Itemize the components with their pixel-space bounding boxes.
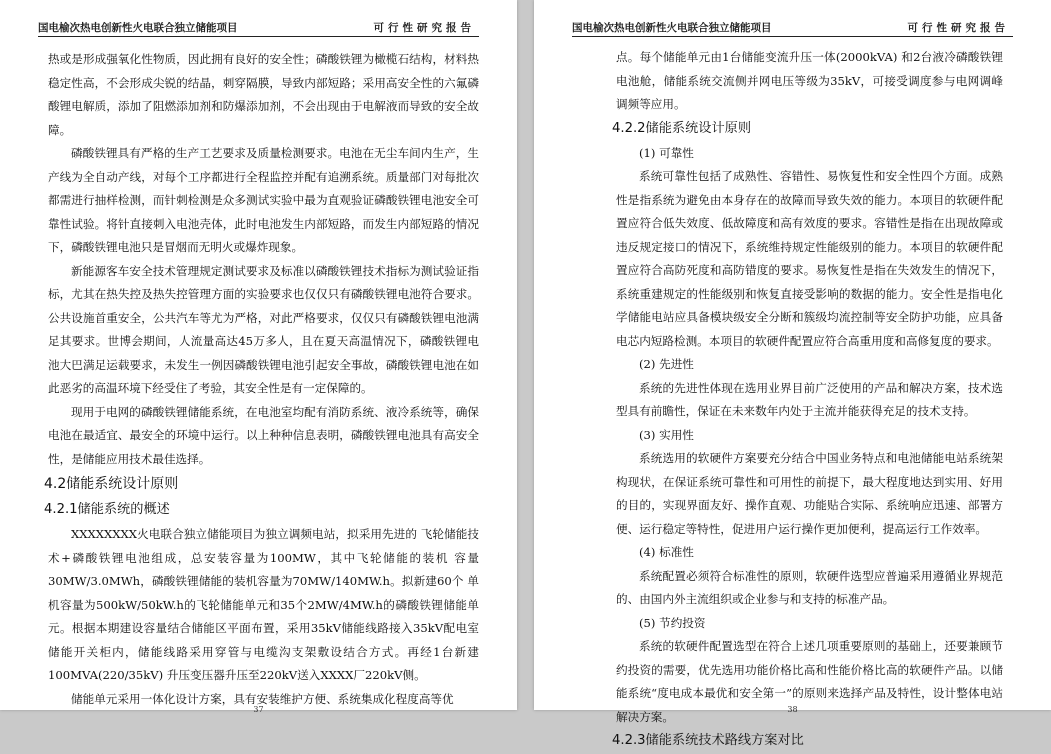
item-heading: (5) 节约投资	[639, 615, 706, 630]
item-heading: (3) 实用性	[639, 427, 694, 442]
paragraph: 现用于电网的磷酸铁锂储能系统，在电池室均配有消防系统、液冷系统等，确保电池在最适宜、最安全的环境中运行。以上种种信息表明，磷酸铁锂电池具有高安全性，是储能应用技术最佳选择。	[48, 404, 479, 466]
page-header	[572, 18, 1013, 37]
header-title: 国电榆次热电创新性火电联合独立储能项目	[38, 22, 238, 34]
item-heading: (1) 可靠性	[639, 145, 694, 160]
paragraph: 新能源客车安全技术管理规定测试要求及标准以磷酸铁锂技术指标为测试验证指标，尤其在热失控及热失控管理方面的实验要求也仅仅只有磷酸铁锂电池符合要求。公共设施首重安全，公共汽车等尤为严格，对此严格要求，仅仅只有磷酸铁锂电池满足其要求。世博会期间，人流量高达45万多人，且在夏天高温情况下，磷酸铁锂电池大巴满足运载要求，未发生一例因磷酸铁锂电池引起安全事故，磷酸铁锂电池在如此恶劣的高温环境下经受住了考验，其安全性是有一定保障的。	[48, 263, 479, 395]
document-page-left	[0, 0, 517, 714]
paragraph: 系统的先进性体现在选用业界目前广泛使用的产品和解决方案，技术选型具有前瞻性，保证在未来数年内处于主流并能获得充足的技术支持。	[616, 380, 1003, 418]
section-heading: 4.2储能系统设计原则	[44, 476, 179, 492]
document-page-right	[534, 0, 1051, 748]
item-heading: (2) 先进性	[639, 357, 694, 371]
page-number: 37	[253, 705, 264, 714]
subsection-heading: 4.2.3储能系统技术路线方案对比	[612, 733, 804, 748]
paragraph: 点。每个储能单元由1台储能变流升压一体(2000kVA) 和2台液冷磷酸铁锂电池舱，储能系统交流侧并网电压等级为35kV，可接受调度参与电网调峰调频等应用。	[616, 50, 1003, 111]
subsection-heading: 4.2.1储能系统的概述	[44, 502, 170, 517]
paragraph: 系统可靠性包括了成熟性、容错性、易恢复性和安全性四个方面。成熟性是指系统为避免由本身存在的故障而导致失效的能力。本项目的软硬件配置应符合低失效度、低故障度和高有效度的要求。容错性是指在出现故障或违反规定接口的情况下，系统维持规定性能级别的能力。本项目的软硬件配置应符合高防死度和高防错度的要求。易恢复性是指在失效发生的情况下，系统重建规定的性能级别和恢复直接受影响的数据的能力。安全性是指电化学储能电站应具备模块级安全分断和簇级均流控制等安全防护功能，应具备电芯内短路检测。本项目的软硬件配置应符合高重用度和高修复度的要求。	[616, 169, 1003, 348]
page-body	[612, 46, 1003, 754]
header-doc-type: 可行性研究报告	[373, 22, 475, 34]
subsection-heading: 4.2.2储能系统设计原则	[612, 120, 752, 136]
paragraph: 热或是形成强氧化性物质，因此拥有良好的安全性；磷酸铁锂为橄榄石结构，材料热稳定性高，不会形成尖锐的结晶，刺穿隔膜，导致内部短路；采用高安全性的六氟磷酸锂电解质，添加了阻燃添加剂和防爆添加剂，不会出现由于电解液而导致的安全故障。	[48, 52, 479, 137]
header-doc-type: 可行性研究报告	[907, 22, 1009, 34]
page-body	[44, 48, 479, 711]
paragraph: 磷酸铁锂具有严格的生产工艺要求及质量检测要求。电池在无尘车间内生产，生产线为全自动产线，对每个工序都进行全程监控并配有追溯系统。质量部门对每批次都需进行抽样检测，而针刺检测是众多测试实验中最为直观验证磷酸铁锂电池安全可靠性试验。将针直接刺入电池壳体，此时电池发生内部短路，而发生内部短路的情况下，磷酸铁锂电池只是冒烟而无明火或爆炸现象。	[48, 146, 479, 254]
page-number: 38	[787, 705, 798, 714]
item-heading: (4) 标准性	[639, 545, 694, 559]
paragraph: 系统的软硬件配置选型在符合上述几项重要原则的基础上，还要兼顾节约投资的需要，优先选用功能价格比高和性能价格比高的软硬件产品。以储能系统“度电成本最优和安全第一”的原则来选择产品及特性，设计整体电站解决方案。	[616, 639, 1003, 724]
paragraph: 系统配置必须符合标准性的原则，软硬件选型应普遍采用遵循业界规范的、由国内外主流组织或企业参与和支持的标准产品。	[616, 568, 1003, 606]
header-title: 国电榆次热电创新性火电联合独立储能项目	[572, 22, 772, 34]
paragraph: 系统选用的软硬件方案要充分结合中国业务特点和电池储能电站系统架构现状，在保证系统可靠性和可用性的前提下，最大程度地达到实用、好用的目的，实现界面友好、操作直观、功能贴合实际、系统响应迅速、部署方便、运行稳定等特性，促进用户运行操作更加便利，提高运行工作效率。	[616, 451, 1003, 536]
paragraph: XXXXXXXX火电联合独立储能项目为独立调频电站，拟采用先进的 飞轮储能技术+磷酸铁锂电池组成，总安装容量为100MW，其中飞轮储能的装机 容量30MW/3.0MWh，磷酸铁锂储能的装机容量为70MW/140MW.h。拟新建60个 单机容量为500kW/50kW.h的飞轮储能单元和35个2MW/4MW.h的磷酸铁锂储能单元。根据本期建设容量结合储能区平面布置，采用35kV储能线路接入35kV配电室储能开关柜内，储能线路采用穿管与电缆沟支架敷设结合方式。再经1台新建100MVA(220/35kV) 升压变压器升压至220kV送入XXXX厂220kV侧。	[48, 527, 479, 682]
paragraph: 储能单元采用一体化设计方案，具有安装维护方便、系统集成化程度高等优	[71, 691, 454, 706]
page-header	[38, 18, 479, 37]
